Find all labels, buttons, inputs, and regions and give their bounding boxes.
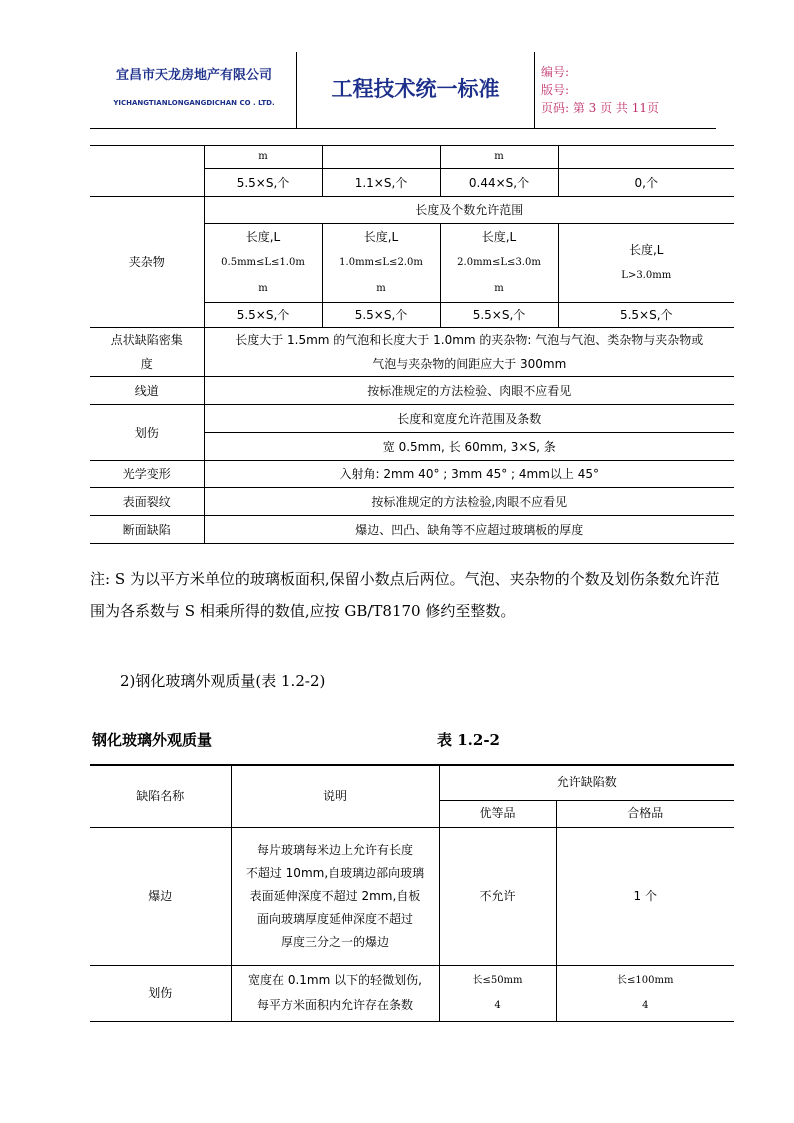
table-cell: m <box>440 146 558 169</box>
cell-line: 度 <box>140 357 153 371</box>
header-allowed: 允许缺陷数 <box>439 765 734 800</box>
cell-line: 4 <box>494 1000 501 1011</box>
cell-line: 长度大于 1.5mm 的气泡和长度大于 1.0mm 的夹杂物: 气泡与气泡、类杂物与夹杂物或 <box>235 333 704 347</box>
cell-line: 0.5mm≤L≤1.0m <box>221 257 305 268</box>
table-cell: 5.5×S,个 <box>440 303 558 328</box>
table-cell <box>439 965 556 1021</box>
table2-number: 表 1.2-2 <box>437 731 500 749</box>
table-cell: 5.5×S,个 <box>204 169 322 197</box>
cell-line: 长≤50mm <box>472 975 523 986</box>
doc-version-label: 版号: <box>541 83 570 97</box>
optical-text: 入射角: 2mm 40° ; 3mm 45° ; 4mm以上 45° <box>204 461 734 488</box>
cell-line: 厚度三分之一的爆边 <box>280 934 389 949</box>
table-cell: 5.5×S,个 <box>204 303 322 328</box>
table-row <box>90 827 734 965</box>
cell-line: 宽度在 0.1mm 以下的轻微划伤, <box>248 973 422 987</box>
table-row <box>90 377 734 405</box>
table-cell <box>556 965 734 1021</box>
table-cell: 1 个 <box>556 827 734 965</box>
cell-line: 长度,L <box>628 243 664 257</box>
company-name: 宜昌市天龙房地产有限公司 <box>115 68 272 83</box>
line-text: 按标准规定的方法检验、肉眼不应看见 <box>204 377 734 405</box>
table-note: 注: S 为以平方米单位的玻璃板面积,保留小数点后两位。气泡、夹杂物的个数及划伤条数允许范围为各系数与 S 相乘所得的数值,应按 GB/T8170 修约至整数。 <box>90 570 720 620</box>
table-cell <box>231 965 439 1021</box>
table-row <box>90 405 734 433</box>
inclusion-range-3 <box>440 224 558 303</box>
density-text <box>204 328 734 377</box>
document-title: 工程技术统一标准 <box>331 77 500 101</box>
scratch-text-1: 长度和宽度允许范围及条数 <box>204 405 734 433</box>
row-label-scratch: 划伤 <box>90 405 204 461</box>
inclusion-range-title: 长度及个数允许范围 <box>204 197 734 224</box>
cell-line: 每片玻璃每米边上允许有长度 <box>256 842 413 857</box>
inclusion-range-2 <box>322 224 440 303</box>
cell-line: 4 <box>642 1000 649 1011</box>
cell-line: 长度,L <box>363 230 399 244</box>
cell-line: 1.0mm≤L≤2.0m <box>339 257 423 268</box>
cell-line: m <box>376 283 386 294</box>
crack-text: 按标准规定的方法检验,肉眼不应看见 <box>204 488 734 516</box>
glass-defect-table <box>90 145 734 544</box>
scratch-text-2: 宽 0.5mm, 长 60mm, 3×S, 条 <box>204 433 734 461</box>
header-bottom-rule <box>90 128 716 129</box>
inclusion-range-4 <box>558 224 734 303</box>
table-cell <box>90 146 204 197</box>
row-label-line: 线道 <box>90 377 204 405</box>
cell-line: 表面延伸深度不超过 2mm,自板 <box>249 888 421 903</box>
table-row <box>90 197 734 224</box>
table-cell: 爆边 <box>90 827 231 965</box>
table-cell: 5.5×S,个 <box>558 303 734 328</box>
row-label-density <box>90 328 204 377</box>
section-text: 爆边、凹凸、缺角等不应超过玻璃板的厚度 <box>204 516 734 544</box>
table-row <box>90 765 734 800</box>
table-row <box>90 146 734 169</box>
header-pass: 合格品 <box>556 800 734 827</box>
table-cell: 0,个 <box>558 169 734 197</box>
table-cell: m <box>204 146 322 169</box>
table-row <box>90 328 734 377</box>
header-divider-left <box>296 52 297 128</box>
page-number-label: 页码: 第 3 页 共 11页 <box>541 101 660 115</box>
cell-line: 气泡与夹杂物的间距应大于 300mm <box>372 357 567 371</box>
cell-line: 点状缺陷密集 <box>110 333 183 347</box>
header-defect-name: 缺陷名称 <box>90 765 231 827</box>
row-label-inclusion: 夹杂物 <box>90 197 204 328</box>
cell-line: 长度,L <box>245 230 281 244</box>
header-best: 优等品 <box>439 800 556 827</box>
row-label-section: 断面缺陷 <box>90 516 204 544</box>
cell-line: m <box>258 283 268 294</box>
header-divider-right <box>534 52 535 128</box>
table-cell: 不允许 <box>439 827 556 965</box>
table-row <box>90 461 734 488</box>
header-description: 说明 <box>231 765 439 827</box>
cell-line: 不超过 10mm,自玻璃边部向玻璃 <box>245 865 425 880</box>
cell-line: 2.0mm≤L≤3.0m <box>457 257 541 268</box>
section-subheading: 2)钢化玻璃外观质量(表 1.2-2) <box>120 672 326 690</box>
table-row <box>90 516 734 544</box>
inclusion-range-1 <box>204 224 322 303</box>
table-cell <box>558 146 734 169</box>
cell-line: m <box>494 283 504 294</box>
row-label-optical: 光学变形 <box>90 461 204 488</box>
row-label-crack: 表面裂纹 <box>90 488 204 516</box>
table-cell <box>322 146 440 169</box>
table2-title: 钢化玻璃外观质量 <box>92 731 213 749</box>
table-row <box>90 965 734 1021</box>
cell-line: 长度,L <box>481 230 517 244</box>
table-cell: 5.5×S,个 <box>322 303 440 328</box>
cell-line: 长≤100mm <box>617 975 674 986</box>
table-cell: 划伤 <box>90 965 231 1021</box>
cell-line: L>3.0mm <box>621 270 672 281</box>
doc-code-label: 编号: <box>541 65 570 79</box>
tempered-glass-table <box>90 764 734 1022</box>
cell-line: 每平方米面积内允许存在条数 <box>256 998 413 1012</box>
table-row <box>90 488 734 516</box>
company-name-en: YICHANGTIANLONGANGDICHAN CO . LTD. <box>113 99 275 107</box>
cell-line: 面向玻璃厚度延伸深度不超过 <box>256 911 413 926</box>
table-cell: 0.44×S,个 <box>440 169 558 197</box>
table-cell <box>231 827 439 965</box>
table-cell: 1.1×S,个 <box>322 169 440 197</box>
